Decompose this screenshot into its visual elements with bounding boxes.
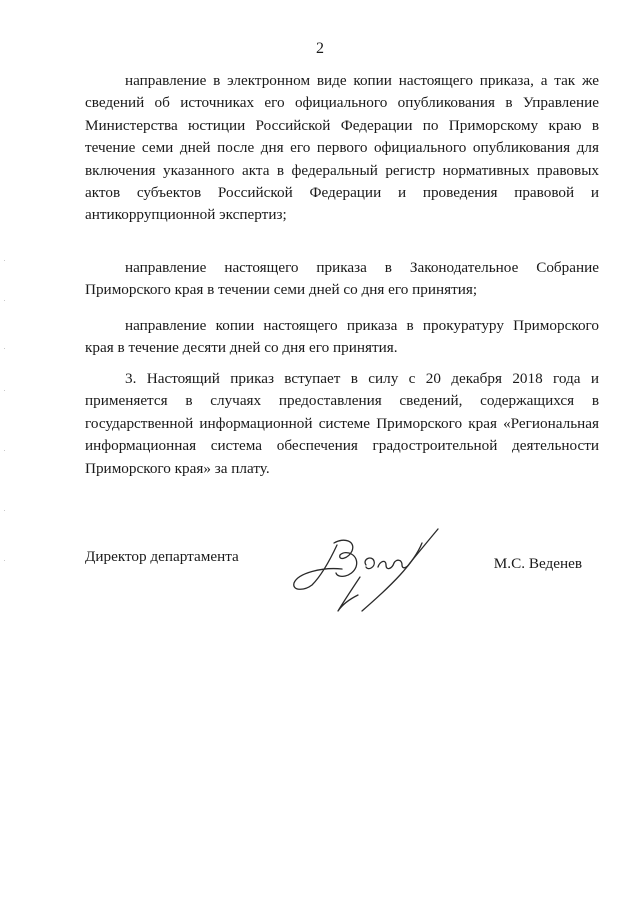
paragraph-electronic-copy [85,70,599,227]
paragraph-legislative-assembly [85,257,599,302]
position-title: Директор департамента [85,548,239,565]
scan-margin-marks [4,260,6,580]
paragraph-item-3 [85,368,599,480]
signatory-name: М.С. Веденев [493,555,582,572]
handwritten-signature [282,515,452,625]
page-number: 2 [316,40,324,57]
paragraph-text: направление копии настоящего приказа в прокуратуру Приморского края в течение десяти дней со дня его принятия. [85,317,599,357]
paragraph-text: направление настоящего приказа в Законодательное Собрание Приморского края в течении семи дней со дня его принятия; [85,259,599,299]
paragraph-prosecutor [85,315,599,360]
paragraph-text: направление в электронном виде копии настоящего приказа, а так же сведений об источниках его официального опубликования в Управление Министерства юстиции Российской Федерации по Приморскому краю в течение семи дней после дня его первого официального опубликования для включения указанного акта в федеральный регистр нормативных правовых актов субъектов Российской Федерации и проведения правовой и антикоррупционной экспертиз; [85,72,599,224]
paragraph-text: 3. Настоящий приказ вступает в силу с 20 декабря 2018 года и применяется в случаях предоставления сведений, содержащихся в государственной информационной системе Приморского края «Региональная информационная система обеспечения градостроительной деятельности Приморского края» за плату. [85,370,599,477]
